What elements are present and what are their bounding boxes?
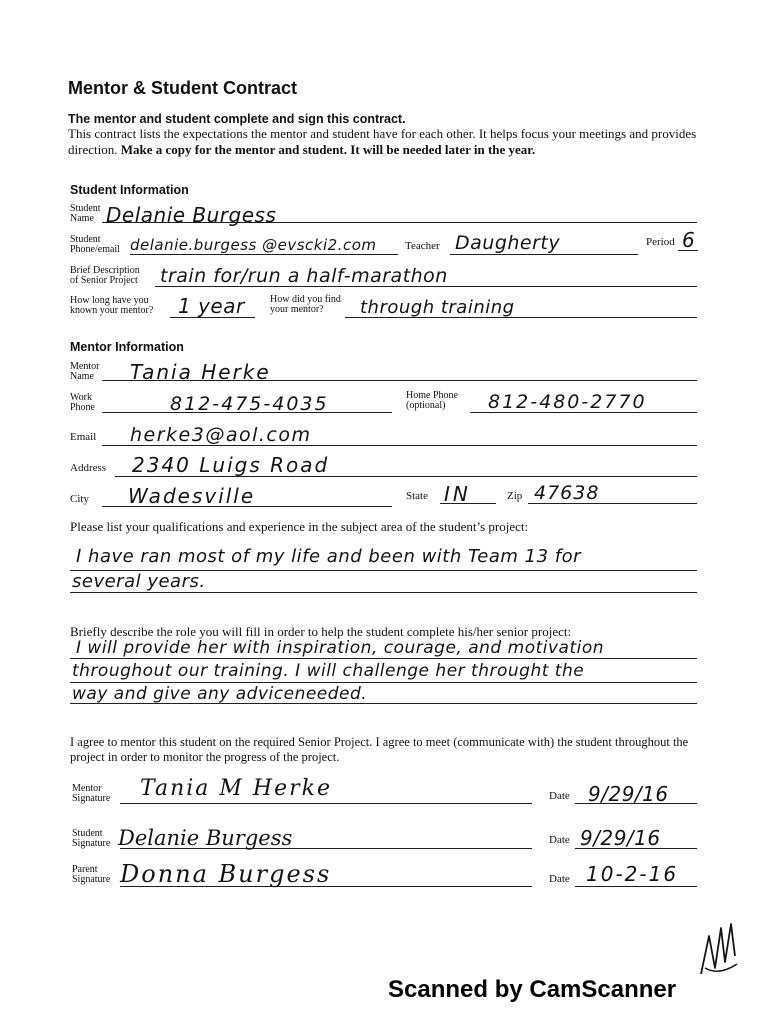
email-value: herke3@aol.com [130,424,312,446]
period-value: 6 [682,228,696,252]
parent-signature-label: Parent Signature [72,864,111,885]
scanner-watermark: Scanned by CamScanner [388,976,677,1003]
city-value: Wadesville [128,484,256,508]
role-line-2 [70,682,697,683]
qualifications-line-2 [70,592,697,593]
parent-date: 10-2-16 [586,862,679,886]
initials-scribble [695,918,743,980]
student-phone-line [130,254,398,255]
home-phone-label: Home Phone (optional) [406,390,458,411]
contract-title: Mentor & Student Contract [68,78,297,98]
mentor-signature-label: Mentor Signature [72,783,111,804]
mentor-date-label: Date [549,790,570,802]
student-phone-label: Student Phone/email [70,234,120,255]
state-label: State [406,490,428,502]
role-question: Briefly describe the role you will fill in order to help the student complete his/her senior project: [70,624,572,639]
parent-date-line [575,886,697,887]
intro-text: This contract lists the expectations the mentor and student have for each other. It helps focus your meetings and provides direction. [68,126,697,157]
project-value: train for/run a half-marathon [160,265,448,287]
qualifications-answer-line-2: several years. [72,571,206,592]
mentor-signature: Tania M Herke [140,776,332,801]
teacher-label: Teacher [405,240,440,252]
city-label: City [70,493,89,505]
teacher-line [450,254,638,255]
work-phone-value: 812-475-4035 [170,393,329,415]
mentor-name-label: Mentor Name [70,361,100,382]
teacher-value: Daugherty [455,232,561,254]
role-answer-line-2: throughout our training. I will challenge her throught the [72,661,585,681]
mentor-date: 9/29/16 [588,782,669,806]
contract-subtitle: The mentor and student complete and sign this contract. [68,112,406,126]
contract-intro [68,126,708,158]
agreement-text: I agree to mentor this student on the required Senior Project. I agree to meet (communicate with) the student throughout the project in order to monitor the progress of the project. [70,735,689,764]
find-value: through training [360,297,515,318]
student-name-label: Student Name [70,203,101,224]
student-name-value: Delanie Burgess [106,203,277,227]
mentor-name-value: Tania Herke [130,360,271,384]
intro-bold-text: Make a copy for the mentor and student. It will be needed later in the year. [120,142,536,157]
find-label: How did you find your mentor? [270,294,341,315]
student-signature: Delanie Burgess [118,826,293,850]
student-date: 9/29/16 [580,826,661,850]
address-value: 2340 Luigs Road [132,453,330,477]
role-line-1 [70,658,697,659]
qualifications-answer-line-1: I have ran most of my life and been with Team 13 for [76,546,582,567]
student-phone-value: delanie.burgess @evscki2.com [130,236,377,254]
qualifications-question: Please list your qualifications and experience in the subject area of the student’s project: [70,519,529,534]
zip-value: 47638 [534,482,600,504]
student-section-title: Student Information [70,183,189,197]
role-answer-line-1: I will provide her with inspiration, courage, and motivation [76,638,605,658]
email-label: Email [70,431,97,443]
home-phone-value: 812-480-2770 [488,391,647,413]
work-phone-label: Work Phone [70,392,95,413]
parent-signature: Donna Burgess [120,860,332,888]
mentor-section-title: Mentor Information [70,340,184,354]
address-label: Address [70,462,107,474]
period-label: Period [646,236,675,248]
parent-date-label: Date [549,873,570,885]
mentor-signature-line [120,803,532,804]
state-value: IN [444,482,471,506]
student-signature-label: Student Signature [72,828,111,849]
role-answer-line-3: way and give any adviceneeded. [72,684,368,704]
student-date-label: Date [549,834,570,846]
project-label: Brief Description of Senior Project [70,265,140,286]
known-value: 1 year [178,294,245,318]
known-label: How long have you known your mentor? [70,295,154,316]
zip-label: Zip [507,490,523,502]
